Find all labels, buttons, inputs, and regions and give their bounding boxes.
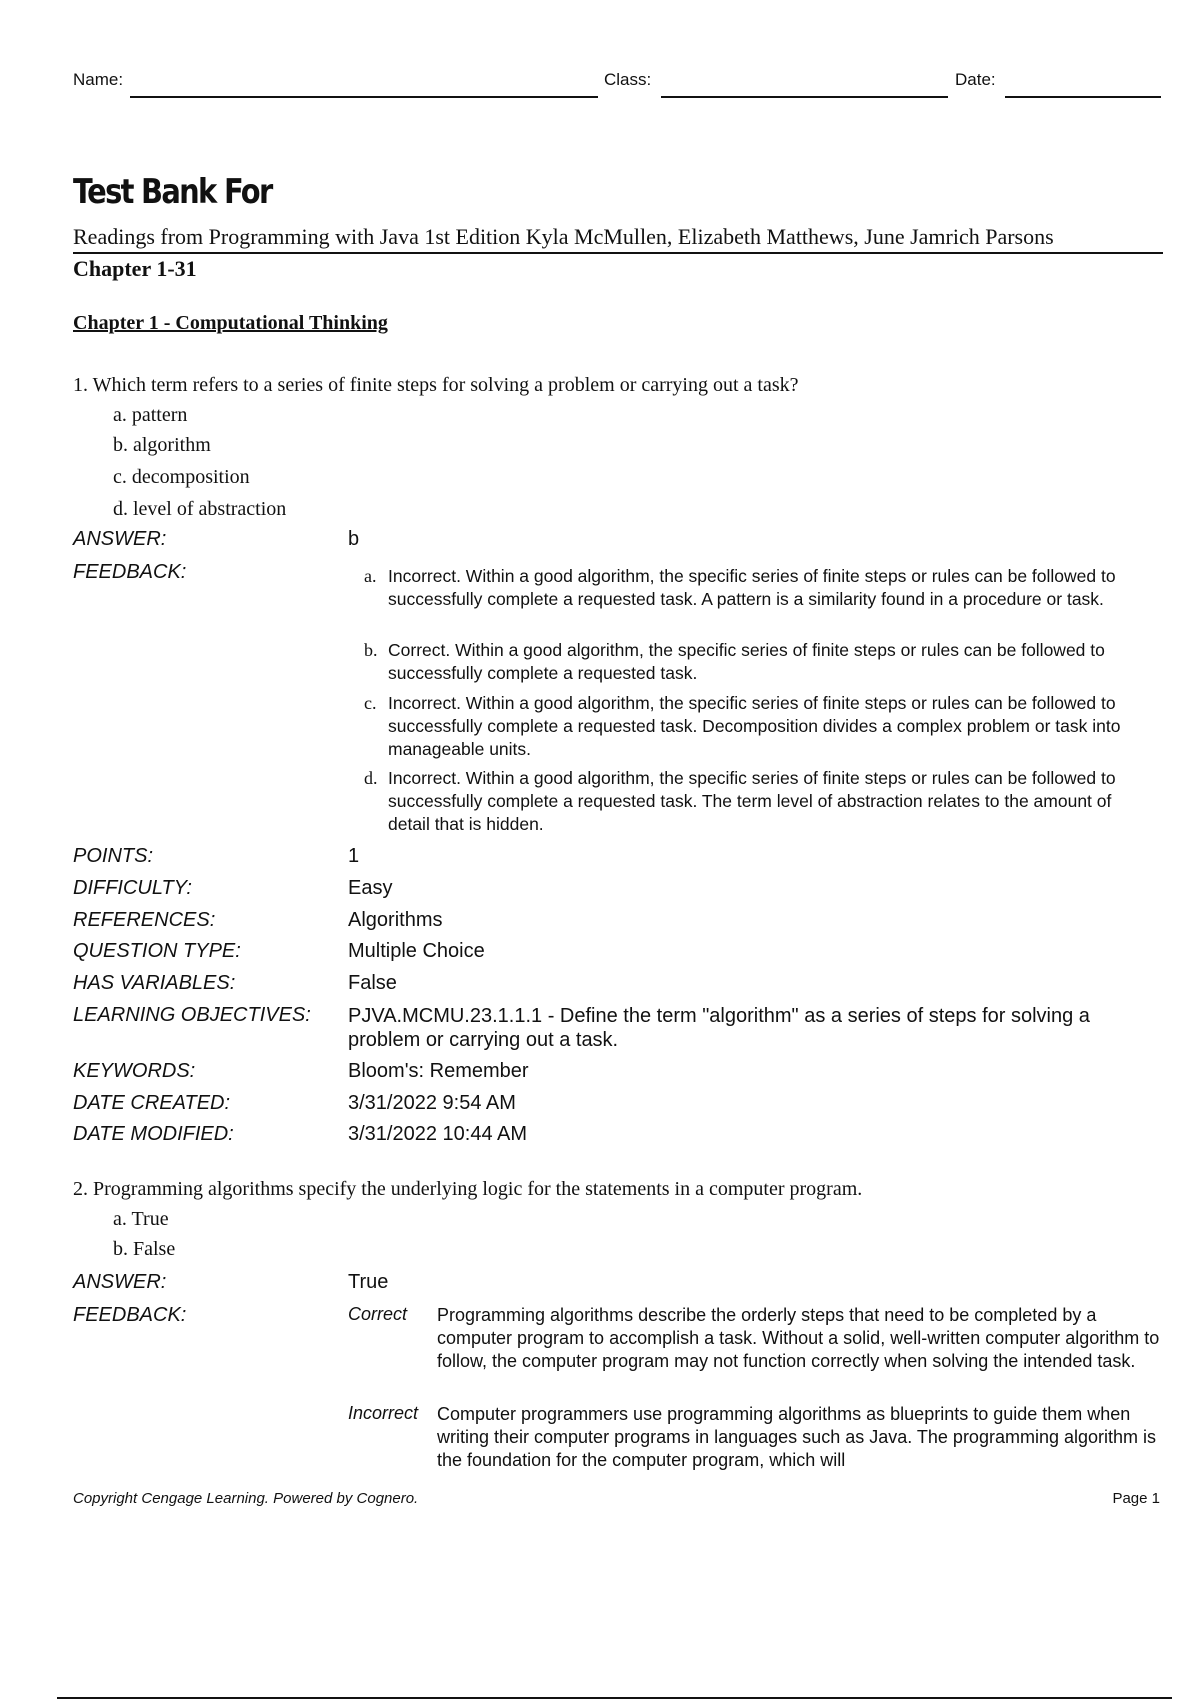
feedback-letter: a.: [364, 566, 377, 586]
q1-keywords-value: Bloom's: Remember: [348, 1060, 529, 1082]
date-label: Date:: [955, 70, 996, 89]
q1-points-value: 1: [348, 845, 360, 867]
class-field-line: [661, 96, 948, 98]
feedback-text: Incorrect. Within a good algorithm, the specific series of finite steps or rules can be followed to successfully complete a requested task. A pattern is a similarity found in a procedure or task.: [388, 566, 1116, 609]
bottom-divider: [57, 1697, 1172, 1699]
chapter-title: Chapter 1 - Computational Thinking: [73, 312, 388, 334]
q1-feedback-a: [364, 565, 1123, 611]
q1-has-variables-label: HAS VARIABLES:: [73, 972, 236, 994]
q1-date-modified-value: 3/31/2022 10:44 AM: [348, 1123, 528, 1145]
book-subtitle: Readings from Programming with Java 1st Edition Kyla McMullen, Elizabeth Matthews, June Jamrich Parsons: [73, 224, 1054, 249]
question-1-text: 1. Which term refers to a series of finite steps for solving a problem or carrying out a task?: [73, 374, 799, 396]
q1-date-created-value: 3/31/2022 9:54 AM: [348, 1092, 516, 1114]
q1-references-value: Algorithms: [348, 909, 443, 931]
question-2-option-a: a. True: [113, 1208, 169, 1230]
q2-feedback-incorrect-text: Computer programmers use programming algorithms as blueprints to guide them when writing their computer programs in languages such as Java. The programming algorithm is the foundation for the computer program, which will: [437, 1404, 1156, 1470]
q1-has-variables-value: False: [348, 972, 397, 994]
page-number: Page 1: [1112, 1490, 1160, 1507]
q2-feedback-label: FEEDBACK:: [73, 1304, 187, 1326]
q1-difficulty-label: DIFFICULTY:: [73, 877, 192, 899]
question-2-option-b: b. False: [113, 1238, 176, 1260]
q1-date-modified-label: DATE MODIFIED:: [73, 1123, 234, 1145]
q1-feedback-label: FEEDBACK:: [73, 561, 187, 583]
name-label: Name:: [73, 70, 124, 89]
question-1-option-b: b. algorithm: [113, 434, 211, 456]
q2-feedback-correct-label: Correct: [348, 1304, 408, 1324]
subtitle-divider: [73, 252, 1163, 254]
question-2-text: 2. Programming algorithms specify the underlying logic for the statements in a computer program.: [73, 1178, 863, 1200]
q2-answer-value: True: [348, 1271, 389, 1293]
feedback-text: Incorrect. Within a good algorithm, the specific series of finite steps or rules can be followed to successfully complete a requested task. The term level of abstraction relates to the amount of detail that is hidden.: [388, 768, 1116, 834]
q1-references-label: REFERENCES:: [73, 909, 216, 931]
class-label: Class:: [604, 70, 652, 89]
q2-feedback-incorrect-label: Incorrect: [348, 1403, 419, 1423]
q1-question-type-value: Multiple Choice: [348, 940, 485, 962]
feedback-text: Incorrect. Within a good algorithm, the specific series of finite steps or rules can be followed to successfully complete a requested task. Decomposition divides a complex problem or task into manageable units.: [388, 693, 1121, 759]
feedback-letter: b.: [364, 640, 378, 660]
page-title: Test Bank For: [73, 172, 272, 212]
feedback-letter: d.: [364, 768, 378, 788]
footer-copyright: Copyright Cengage Learning. Powered by Cognero.: [73, 1490, 419, 1507]
q1-feedback-c: [364, 692, 1123, 761]
feedback-letter: c.: [364, 693, 377, 713]
q2-feedback-correct-text: Programming algorithms describe the orderly steps that need to be completed by a computer program to accomplish a task. Without a solid, well-written computer algorithm to follow, the computer program may not function correctly when solving the intended task.: [437, 1305, 1160, 1371]
date-field-line: [1005, 96, 1161, 98]
question-1-option-d: d. level of abstraction: [113, 498, 287, 520]
q1-keywords-label: KEYWORDS:: [73, 1060, 196, 1082]
q1-feedback-b: [364, 639, 1123, 685]
question-1-option-c: c. decomposition: [113, 466, 250, 488]
question-1-option-a: a. pattern: [113, 404, 188, 426]
chapter-range: Chapter 1-31: [73, 256, 197, 281]
q1-learning-objectives-label: LEARNING OBJECTIVES:: [73, 1004, 311, 1026]
name-field-line: [130, 96, 598, 98]
q1-date-created-label: DATE CREATED:: [73, 1092, 231, 1114]
q1-difficulty-value: Easy: [348, 877, 393, 899]
q2-answer-label: ANSWER:: [73, 1271, 167, 1293]
q1-answer-value: b: [348, 528, 360, 550]
feedback-text: Correct. Within a good algorithm, the specific series of finite steps or rules can be followed to successfully complete a requested task.: [388, 640, 1105, 683]
q1-question-type-label: QUESTION TYPE:: [73, 940, 241, 962]
q1-learning-objectives-value: PJVA.MCMU.23.1.1.1 - Define the term "algorithm" as a series of steps for solving a problem or carrying out a task.: [348, 1005, 1090, 1051]
q1-answer-label: ANSWER:: [73, 528, 167, 550]
q1-points-label: POINTS:: [73, 845, 154, 867]
q1-feedback-d: [364, 767, 1123, 836]
